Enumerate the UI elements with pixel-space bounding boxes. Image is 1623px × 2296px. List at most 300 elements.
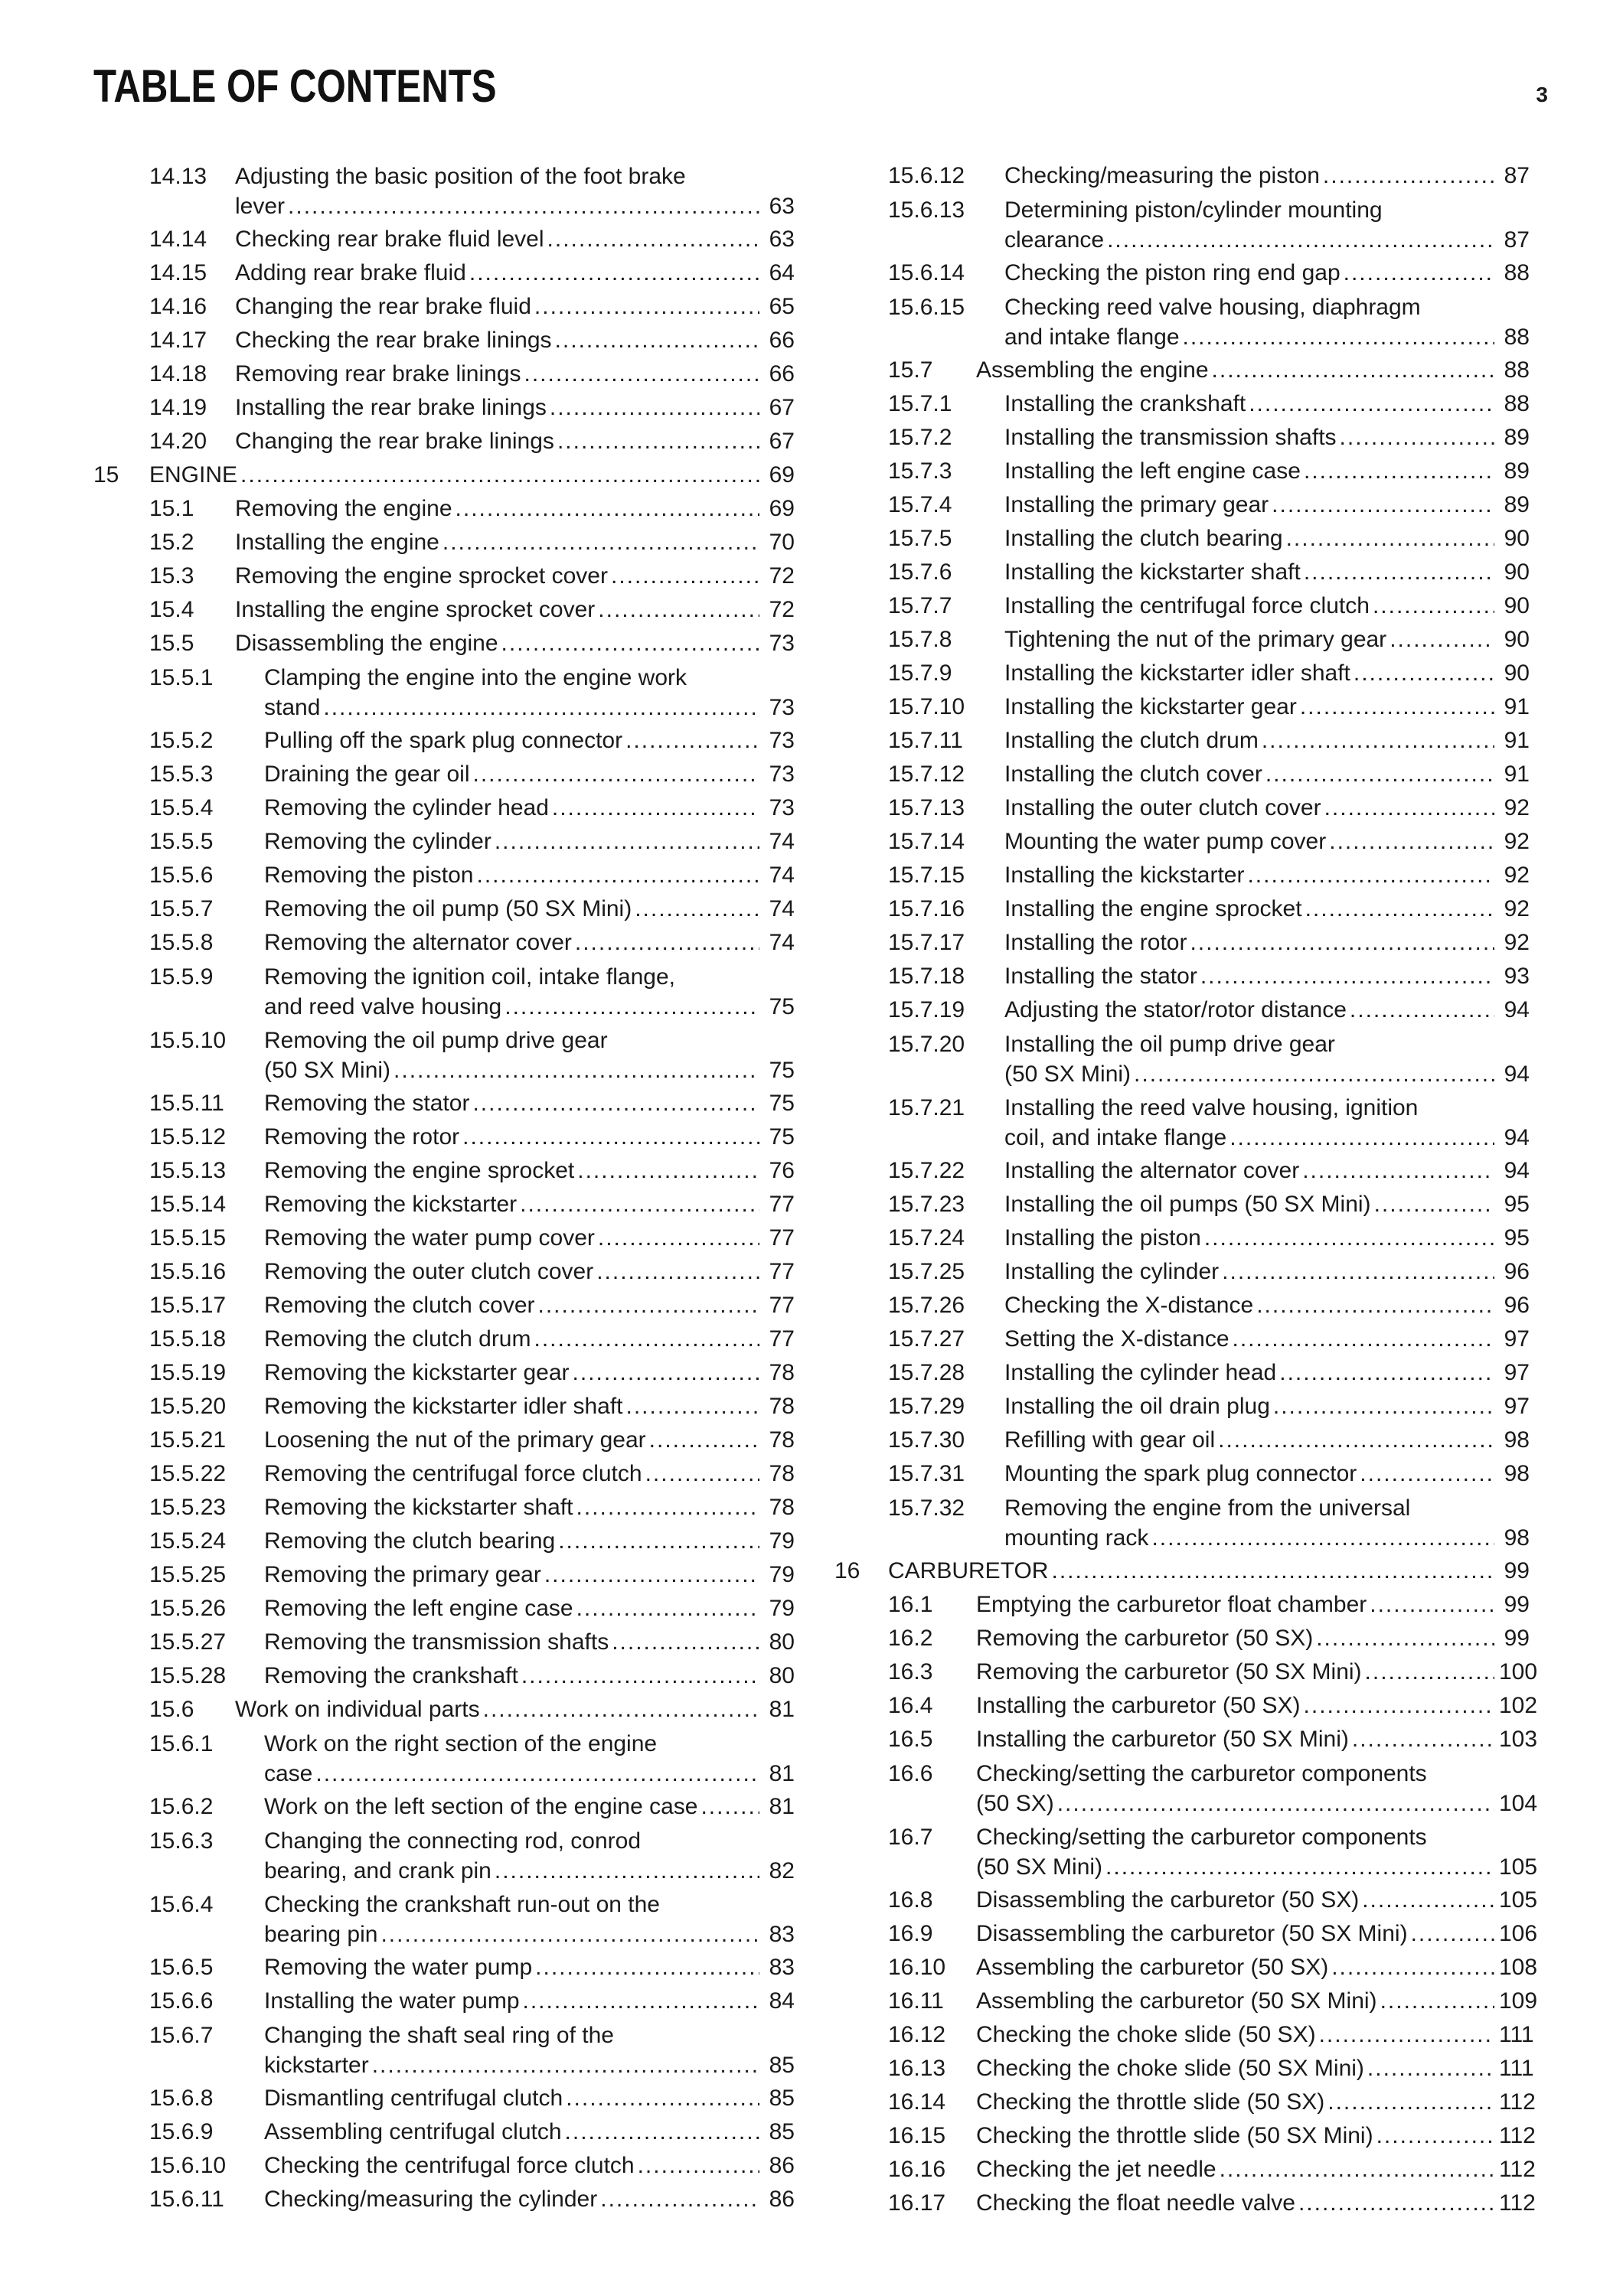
toc-entry-title: Checking the rear brake linings — [235, 328, 552, 353]
toc-entry[interactable] — [93, 2183, 795, 2216]
toc-entry[interactable] — [834, 387, 1530, 421]
dot-leader — [649, 1424, 759, 1457]
dot-leader — [1298, 2187, 1494, 2220]
toc-entry-number: 16.6 — [888, 1760, 933, 1786]
toc-entry[interactable] — [93, 1457, 795, 1491]
dot-leader — [1265, 758, 1494, 791]
toc-entry-number: 15.7.29 — [888, 1394, 965, 1419]
toc-entry[interactable] — [93, 1390, 795, 1424]
dot-leader — [1183, 322, 1494, 352]
toc-entry[interactable] — [93, 1322, 795, 1356]
toc-entry-page: 86 — [769, 2153, 795, 2178]
toc-entry-title: Installing the cylinder head — [1004, 1360, 1277, 1385]
toc-entry-page: 70 — [769, 530, 795, 555]
toc-entry[interactable] — [93, 1424, 795, 1457]
toc-entry[interactable] — [93, 960, 795, 1023]
toc-entry[interactable] — [834, 859, 1530, 892]
toc-entry-page: 79 — [769, 1596, 795, 1621]
toc-entry-page: 92 — [1504, 829, 1530, 854]
toc-entry-number: 15.6.15 — [888, 294, 965, 320]
toc-entry[interactable] — [93, 425, 795, 458]
dot-leader — [1323, 159, 1494, 193]
toc-entry-page: 91 — [1504, 728, 1530, 753]
toc-entry[interactable] — [93, 593, 795, 627]
toc-entry[interactable] — [834, 556, 1530, 589]
toc-entry-title: Removing the kickstarter — [264, 1192, 518, 1217]
dot-leader — [1360, 1457, 1494, 1491]
toc-entry-title: Removing the primary gear — [264, 1562, 541, 1587]
toc-entry[interactable] — [93, 391, 795, 425]
toc-entry[interactable] — [93, 357, 795, 391]
toc-entry-title: Removing the engine from the universal — [1004, 1495, 1411, 1521]
toc-entry-title: Installing the left engine case — [1004, 458, 1301, 484]
toc-entry[interactable] — [93, 1790, 795, 1824]
toc-entry-number: 15.6.12 — [888, 163, 965, 188]
toc-entry[interactable] — [93, 1951, 795, 1985]
toc-entry[interactable] — [93, 492, 795, 526]
toc-entry-title-continued: (50 SX Mini) — [976, 1854, 1103, 1880]
toc-entry-title: Removing the ignition coil, intake flange, — [264, 964, 675, 990]
toc-entry[interactable] — [93, 159, 795, 223]
toc-entry-page: 77 — [769, 1192, 795, 1217]
toc-entry-title: Installing the carburetor (50 SX Mini) — [976, 1727, 1349, 1752]
toc-entry-number: 15.5.21 — [149, 1427, 227, 1453]
toc-entry-page: 92 — [1504, 930, 1530, 955]
toc-entry[interactable] — [834, 1255, 1530, 1289]
toc-entry[interactable] — [834, 256, 1530, 290]
dot-leader — [534, 1322, 760, 1356]
dot-leader — [576, 1592, 759, 1626]
toc-entry-number: 15.5.1 — [149, 664, 214, 690]
dot-leader — [1279, 1356, 1494, 1390]
toc-entry-page: 97 — [1504, 1360, 1530, 1385]
toc-entry[interactable] — [834, 1322, 1530, 1356]
toc-entry[interactable] — [93, 627, 795, 660]
toc-entry[interactable] — [834, 2018, 1534, 2052]
toc-entry-page: 99 — [1504, 1558, 1530, 1583]
toc-entry-number: 15.7.18 — [888, 964, 965, 989]
toc-entry[interactable] — [93, 2115, 795, 2149]
toc-entry-title: Removing the centrifugal force clutch — [264, 1461, 642, 1486]
dot-leader — [477, 859, 760, 892]
toc-entry-page: 72 — [769, 597, 795, 622]
dot-leader — [596, 1255, 759, 1289]
toc-entry[interactable] — [834, 455, 1530, 488]
toc-entry-page: 95 — [1504, 1192, 1530, 1217]
toc-entry-title: Installing the kickstarter gear — [1004, 694, 1297, 719]
toc-entry-title: Checking the X-distance — [1004, 1293, 1254, 1318]
dot-leader — [323, 693, 759, 722]
toc-entry-page: 111 — [1499, 2022, 1534, 2047]
toc-entry-number: 15.5.4 — [149, 795, 214, 820]
dot-leader — [1105, 1852, 1494, 1882]
toc-entry-number: 14.13 — [149, 163, 207, 189]
toc-entry[interactable] — [93, 2082, 795, 2115]
toc-entry-title-continued: lever — [235, 193, 286, 219]
toc-entry[interactable] — [834, 791, 1530, 825]
dot-leader — [442, 526, 759, 559]
toc-entry-number: 15.7.9 — [888, 660, 952, 686]
dot-leader — [1220, 2153, 1494, 2187]
toc-entry[interactable] — [834, 724, 1530, 758]
toc-entry-page: 94 — [1504, 1061, 1530, 1087]
toc-entry[interactable] — [93, 1693, 795, 1727]
toc-entry-page: 73 — [769, 728, 795, 753]
toc-entry[interactable] — [834, 926, 1530, 960]
toc-entry-number: 15.1 — [149, 496, 194, 521]
toc-entry-title: Installing the piston — [1004, 1225, 1201, 1251]
toc-entry-page: 109 — [1499, 1988, 1538, 2014]
toc-entry-page: 75 — [769, 993, 795, 1019]
dot-leader — [1212, 354, 1494, 387]
toc-entry[interactable] — [834, 1554, 1530, 1588]
toc-entry[interactable] — [93, 825, 795, 859]
dot-leader — [1350, 993, 1494, 1027]
toc-entry-title: Disassembling the carburetor (50 SX) — [976, 1887, 1360, 1913]
toc-entry[interactable] — [93, 1727, 795, 1790]
toc-entry[interactable] — [834, 1985, 1538, 2018]
toc-entry-title: Changing the rear brake fluid — [235, 294, 531, 319]
toc-entry-page: 89 — [1504, 492, 1530, 517]
toc-entry-number: 15.5.20 — [149, 1394, 227, 1419]
toc-entry-title: Removing the oil pump (50 SX Mini) — [264, 896, 632, 921]
toc-entry-number: 15.5.9 — [149, 964, 214, 990]
toc-entry-title: Installing the alternator cover — [1004, 1158, 1300, 1183]
toc-entry-title: Removing the clutch bearing — [264, 1528, 556, 1554]
toc-entry-title: Installing the centrifugal force clutch — [1004, 593, 1370, 618]
page-title: TABLE OF CONTENTS — [93, 60, 497, 112]
toc-entry[interactable] — [93, 1255, 795, 1289]
dot-leader — [1218, 1424, 1494, 1457]
toc-entry-title: Checking the throttle slide (50 SX) — [976, 2089, 1325, 2115]
toc-entry-title: Installing the rotor — [1004, 930, 1187, 955]
toc-entry[interactable] — [834, 1622, 1530, 1655]
toc-entry[interactable] — [93, 2149, 795, 2183]
toc-entry-title: Installing the oil pumps (50 SX Mini) — [1004, 1192, 1371, 1217]
toc-entry-page: 97 — [1504, 1394, 1530, 1419]
toc-entry[interactable] — [834, 1917, 1538, 1951]
toc-entry-title: Installing the cylinder — [1004, 1259, 1220, 1284]
toc-entry-number: 15.7.23 — [888, 1192, 965, 1217]
toc-entry-title: Pulling off the spark plug connector — [264, 728, 623, 753]
toc-entry[interactable] — [834, 354, 1530, 387]
toc-entry-number: 15.5.12 — [149, 1124, 227, 1150]
toc-entry-number: 14.16 — [149, 294, 207, 319]
toc-entry-number: 15.2 — [149, 530, 194, 555]
dot-leader — [1374, 1188, 1494, 1221]
toc-entry-number: 16.5 — [888, 1727, 933, 1752]
dot-leader — [1365, 1655, 1494, 1689]
toc-entry[interactable] — [93, 1824, 795, 1887]
toc-entry-page: 78 — [769, 1360, 795, 1385]
dot-leader — [1344, 256, 1494, 290]
toc-entry[interactable] — [93, 1087, 795, 1120]
toc-entry[interactable] — [93, 1525, 795, 1558]
toc-entry-title: Checking/setting the carburetor components — [976, 1760, 1427, 1786]
toc-entry[interactable] — [93, 1188, 795, 1221]
toc-entry[interactable] — [93, 223, 795, 256]
toc-entry-title: Loosening the nut of the primary gear — [264, 1427, 646, 1453]
toc-entry-title: Installing the engine sprocket — [1004, 896, 1302, 921]
toc-entry[interactable] — [834, 2086, 1536, 2119]
toc-entry-number: 15.3 — [149, 563, 194, 589]
toc-entry-page: 94 — [1504, 1124, 1530, 1150]
toc-entry[interactable] — [93, 892, 795, 926]
toc-entry-page: 85 — [769, 2086, 795, 2111]
dot-leader — [645, 1457, 759, 1491]
toc-entry[interactable] — [834, 1883, 1538, 1917]
toc-entry-number: 15.7.14 — [888, 829, 965, 854]
toc-entry[interactable] — [834, 892, 1530, 926]
toc-entry-page: 94 — [1504, 997, 1530, 1022]
toc-entry[interactable] — [93, 1023, 795, 1087]
toc-entry[interactable] — [93, 256, 795, 290]
toc-entry-number: 16.17 — [888, 2190, 946, 2216]
toc-entry-title: Removing the oil pump drive gear — [264, 1027, 608, 1053]
dot-leader — [1286, 522, 1494, 556]
toc-entry[interactable] — [93, 458, 795, 492]
toc-entry-number: 15.5.18 — [149, 1326, 227, 1352]
toc-entry-title: Checking the float needle valve — [976, 2190, 1295, 2216]
toc-entry-page: 80 — [769, 1663, 795, 1688]
toc-entry[interactable] — [834, 993, 1530, 1027]
toc-entry[interactable] — [834, 1424, 1530, 1457]
toc-entry-number: 15.7.12 — [888, 762, 965, 787]
toc-entry-page: 99 — [1504, 1592, 1530, 1617]
toc-entry-title: Removing the kickstarter gear — [264, 1360, 570, 1385]
toc-entry-page: 78 — [769, 1495, 795, 1520]
dot-leader — [1204, 1221, 1494, 1255]
toc-entry-title: Installing the engine — [235, 530, 439, 555]
toc-column-right — [834, 159, 1538, 2220]
toc-entry-number: 16.9 — [888, 1921, 933, 1946]
toc-entry[interactable] — [93, 724, 795, 758]
toc-entry-page: 106 — [1499, 1921, 1538, 1946]
toc-entry[interactable] — [834, 589, 1530, 623]
toc-entry-page: 112 — [1499, 2157, 1536, 2182]
toc-entry[interactable] — [93, 1221, 795, 1255]
dot-leader — [1051, 1554, 1494, 1588]
toc-entry-page: 88 — [1504, 391, 1530, 416]
toc-entry[interactable] — [93, 1491, 795, 1525]
toc-entry-number: 15.7.30 — [888, 1427, 965, 1453]
toc-entry-page: 87 — [1504, 163, 1530, 188]
toc-entry[interactable] — [93, 324, 795, 357]
toc-entry[interactable] — [834, 1027, 1530, 1091]
dot-leader — [495, 825, 759, 859]
toc-entry-page: 90 — [1504, 593, 1530, 618]
toc-entry[interactable] — [834, 1756, 1538, 1820]
toc-entry[interactable] — [93, 1120, 795, 1154]
toc-entry-page: 108 — [1499, 1955, 1538, 1980]
toc-entry[interactable] — [834, 1689, 1538, 1723]
toc-entry[interactable] — [834, 1289, 1530, 1322]
toc-entry[interactable] — [834, 193, 1530, 256]
toc-entry-page: 85 — [769, 2052, 795, 2078]
dot-leader — [552, 791, 759, 825]
toc-entry-title: Assembling the carburetor (50 SX) — [976, 1955, 1329, 1980]
toc-entry-title: Installing the reed valve housing, ignition — [1004, 1094, 1419, 1120]
dot-leader — [1324, 791, 1494, 825]
toc-entry-number: 15.6.13 — [888, 197, 965, 223]
toc-entry-number: 15.5.24 — [149, 1528, 227, 1554]
toc-entry-page: 91 — [1504, 694, 1530, 719]
dot-leader — [1305, 892, 1494, 926]
toc-entry[interactable] — [93, 2018, 795, 2082]
toc-entry[interactable] — [834, 1154, 1530, 1188]
toc-entry[interactable] — [93, 1985, 795, 2018]
toc-entry-title-continued: kickstarter — [264, 2052, 369, 2078]
toc-entry-number: 15.7.2 — [888, 425, 952, 450]
dot-leader — [565, 2115, 759, 2149]
toc-entry[interactable] — [93, 1558, 795, 1592]
toc-entry-page: 89 — [1504, 458, 1530, 484]
toc-entry[interactable] — [834, 1188, 1530, 1221]
dot-leader — [380, 1919, 759, 1949]
toc-entry[interactable] — [834, 1655, 1538, 1689]
dot-leader — [1256, 1289, 1494, 1322]
toc-entry[interactable] — [834, 1951, 1538, 1985]
dot-leader — [638, 2149, 759, 2183]
toc-entry[interactable] — [93, 526, 795, 559]
toc-entry[interactable] — [834, 1491, 1530, 1554]
toc-entry[interactable] — [834, 1723, 1538, 1756]
toc-entry[interactable] — [834, 2187, 1536, 2220]
toc-entry-title: Disassembling the engine — [235, 631, 498, 656]
toc-entry[interactable] — [93, 1154, 795, 1188]
toc-entry-title: Removing the rotor — [264, 1124, 460, 1150]
toc-entry[interactable] — [834, 657, 1530, 690]
toc-entry[interactable] — [834, 1356, 1530, 1390]
toc-entry-page: 66 — [769, 328, 795, 353]
toc-entry[interactable] — [834, 1820, 1538, 1883]
toc-entry-title: Removing the engine sprocket cover — [235, 563, 608, 589]
toc-entry[interactable] — [834, 1390, 1530, 1424]
toc-entry[interactable] — [93, 1887, 795, 1951]
toc-entry-page: 96 — [1504, 1293, 1530, 1318]
toc-entry-title: Emptying the carburetor float chamber — [976, 1592, 1367, 1617]
toc-entry-page: 74 — [769, 930, 795, 955]
toc-entry[interactable] — [93, 1592, 795, 1626]
toc-entry[interactable] — [834, 2052, 1534, 2086]
dot-leader — [469, 256, 759, 290]
toc-entry-number: 15.7.1 — [888, 391, 952, 416]
toc-entry-number: 15.5.17 — [149, 1293, 227, 1318]
toc-entry[interactable] — [93, 1289, 795, 1322]
toc-entry-page: 90 — [1504, 559, 1530, 585]
dot-leader — [483, 1693, 759, 1727]
toc-entry[interactable] — [834, 2119, 1536, 2153]
toc-entry-title-continued: (50 SX) — [976, 1790, 1054, 1816]
toc-entry[interactable] — [834, 1091, 1530, 1154]
toc-entry-title-continued: coil, and intake flange — [1004, 1124, 1227, 1150]
toc-entry[interactable] — [834, 488, 1530, 522]
toc-entry[interactable] — [93, 559, 795, 593]
dot-leader — [626, 1390, 759, 1424]
toc-entry-title: Installing the rear brake linings — [235, 395, 547, 420]
toc-entry[interactable] — [834, 290, 1530, 354]
toc-entry-page: 83 — [769, 1955, 795, 1980]
dot-leader — [538, 1289, 760, 1322]
toc-entry-title: ENGINE — [149, 462, 238, 488]
toc-entry[interactable] — [834, 825, 1530, 859]
dot-leader — [394, 1055, 759, 1085]
toc-entry-number: 14.18 — [149, 361, 207, 386]
toc-entry-number: 15.4 — [149, 597, 194, 622]
toc-entry-number: 15.5.13 — [149, 1158, 227, 1183]
toc-entry-number: 15.6.3 — [149, 1828, 214, 1854]
toc-entry-page: 77 — [769, 1259, 795, 1284]
dot-leader — [1190, 926, 1494, 960]
dot-leader — [501, 627, 759, 660]
dot-leader — [598, 593, 759, 627]
toc-entry[interactable] — [834, 1457, 1530, 1491]
toc-entry[interactable] — [93, 791, 795, 825]
toc-entry[interactable] — [834, 1588, 1530, 1622]
toc-entry-page: 99 — [1504, 1626, 1530, 1651]
toc-entry-number: 15.5.26 — [149, 1596, 227, 1621]
toc-entry-page: 89 — [1504, 425, 1530, 450]
toc-entry-number: 16.11 — [888, 1988, 944, 2014]
toc-entry-page: 79 — [769, 1528, 795, 1554]
toc-entry[interactable] — [93, 926, 795, 960]
toc-entry-page: 90 — [1504, 526, 1530, 551]
toc-entry-page: 76 — [769, 1158, 795, 1183]
toc-entry[interactable] — [834, 421, 1530, 455]
dot-leader — [1151, 1523, 1494, 1553]
toc-entry-title: Assembling the engine — [976, 357, 1209, 383]
toc-entry[interactable] — [93, 758, 795, 791]
toc-entry[interactable] — [93, 1626, 795, 1659]
dot-leader — [1340, 421, 1494, 455]
toc-entry-page: 92 — [1504, 896, 1530, 921]
toc-entry-title: Determining piston/cylinder mounting — [1004, 197, 1383, 223]
toc-entry-title: Changing the rear brake linings — [235, 429, 554, 454]
toc-entry[interactable] — [93, 660, 795, 724]
toc-entry-title: Installing the water pump — [264, 1988, 520, 2014]
toc-entry-number: 15.7.17 — [888, 930, 965, 955]
toc-entry[interactable] — [93, 1659, 795, 1693]
toc-entry-title: Removing the carburetor (50 SX) — [976, 1626, 1314, 1651]
dot-leader — [1249, 387, 1494, 421]
dot-leader — [555, 324, 759, 357]
toc-entry-title-continued: mounting rack — [1004, 1525, 1149, 1551]
toc-entry-page: 64 — [769, 260, 795, 285]
toc-entry[interactable] — [834, 1221, 1530, 1255]
toc-entry-page: 81 — [769, 1697, 795, 1722]
toc-entry[interactable] — [834, 690, 1530, 724]
toc-entry[interactable] — [834, 522, 1530, 556]
toc-entry-page: 112 — [1499, 2190, 1536, 2216]
toc-entry-title: Checking the centrifugal force clutch — [264, 2153, 635, 2178]
toc-entry[interactable] — [834, 159, 1530, 193]
toc-entry[interactable] — [834, 2153, 1536, 2187]
toc-entry-page: 112 — [1499, 2089, 1536, 2115]
toc-entry[interactable] — [834, 758, 1530, 791]
toc-entry-number: 15.7.32 — [888, 1495, 965, 1521]
toc-entry-title: Installing the clutch bearing — [1004, 526, 1283, 551]
toc-entry-page: 74 — [769, 829, 795, 854]
toc-entry[interactable] — [834, 623, 1530, 657]
dot-leader — [495, 1856, 759, 1886]
toc-entry-number: 15.6.5 — [149, 1955, 214, 1980]
toc-entry[interactable] — [93, 290, 795, 324]
toc-entry-page: 77 — [769, 1225, 795, 1251]
toc-entry[interactable] — [834, 960, 1530, 993]
toc-entry[interactable] — [93, 859, 795, 892]
toc-entry-page: 88 — [1504, 260, 1530, 285]
toc-entry[interactable] — [93, 1356, 795, 1390]
